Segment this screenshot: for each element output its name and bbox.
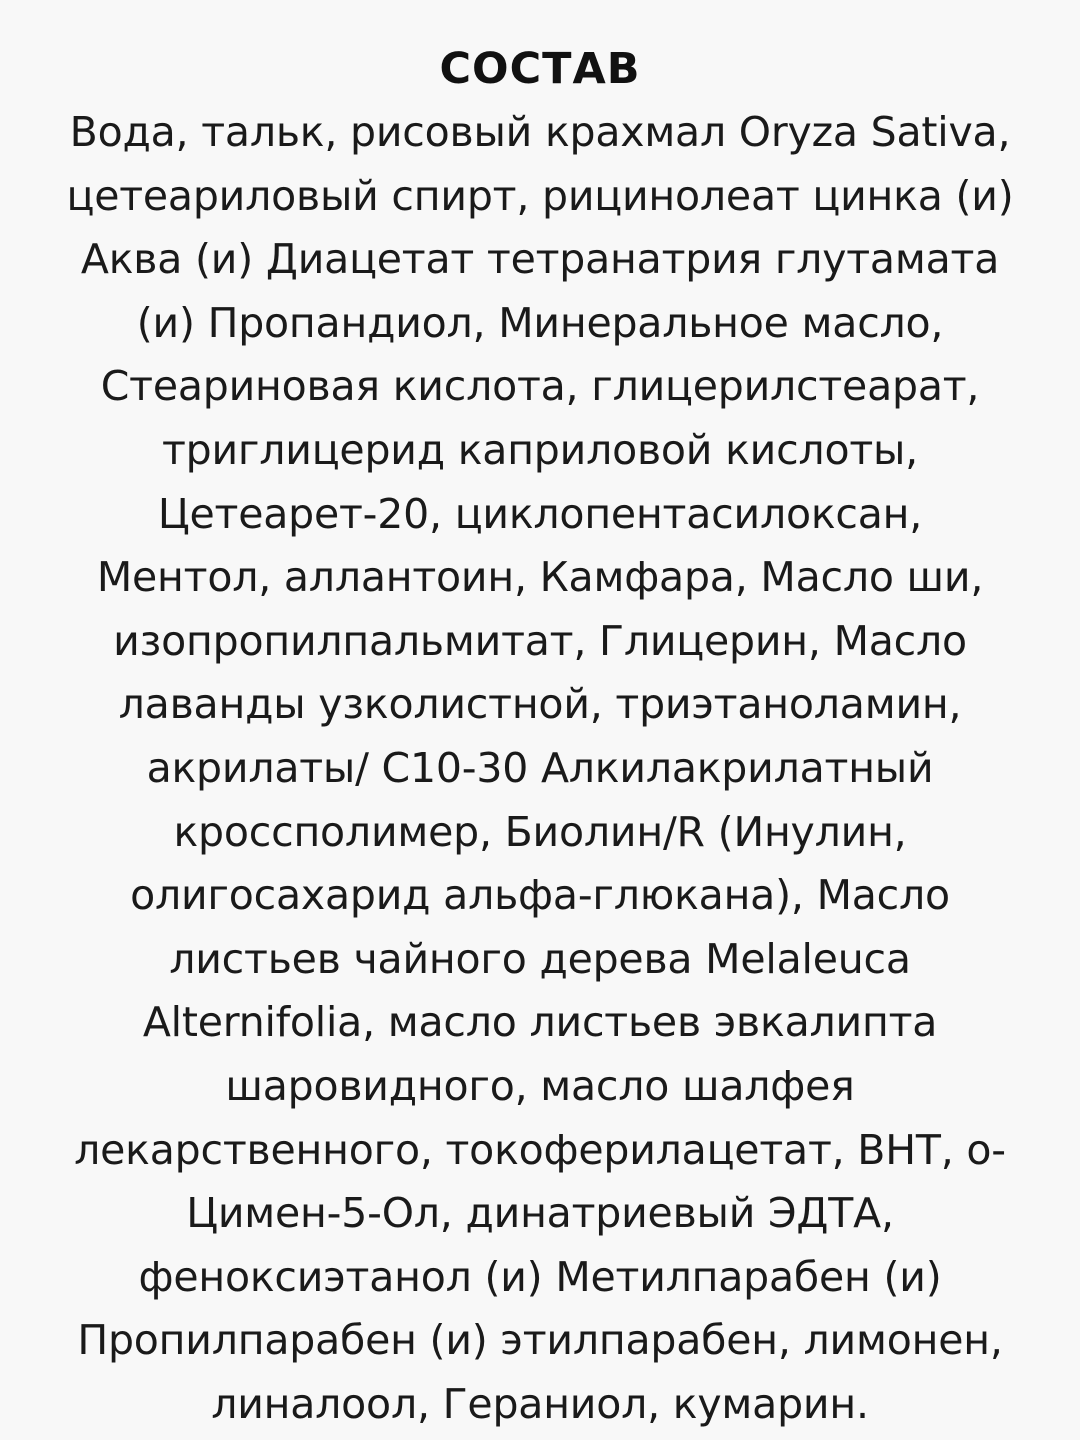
ingredient-line-9: изопропилпальмитат, Глицерин, Масло bbox=[113, 616, 967, 665]
ingredient-line-5: Стеариновая кислота, глицерилстеарат, bbox=[100, 362, 980, 411]
ingredient-line-13: олигосахарид альфа-глюкана), Масло bbox=[130, 871, 950, 920]
ingredient-line-15: Alternifolia, масло листьев эвкалипта bbox=[142, 998, 938, 1047]
ingredient-line-19: феноксиэтанол (и) Метилпарабен (и) bbox=[138, 1252, 942, 1301]
ingredient-line-12: кроссполимер, Биолин/R (Инулин, bbox=[173, 807, 907, 856]
ingredient-line-7: Цетеарет-20, циклопентасилоксан, bbox=[157, 489, 923, 538]
ingredient-line-20: Пропилпарабен (и) этилпарабен, лимонен, bbox=[77, 1316, 1003, 1365]
ingredient-line-16: шаровидного, масло шалфея bbox=[225, 1061, 855, 1110]
ingredient-line-6: триглицерид каприловой кислоты, bbox=[161, 425, 919, 474]
ingredient-line-3: Аква (и) Диацетат тетранатрия глутамата bbox=[80, 235, 1000, 284]
ingredient-line-21: линалоол, Гераниол, кумарин. bbox=[211, 1379, 869, 1428]
ingredient-line-18: Цимен-5-Ол, динатриевый ЭДТА, bbox=[186, 1189, 894, 1238]
ingredient-line-11: акрилаты/ C10-30 Алкилакрилатный bbox=[146, 743, 934, 792]
ingredient-line-1: Вода, тальк, рисовый крахмал Oryza Sativa, bbox=[69, 108, 1011, 156]
page-title: СОСТАВ bbox=[439, 44, 641, 94]
ingredient-line-2: цетеариловый спирт, рицинолеат цинка (и) bbox=[66, 171, 1014, 220]
ingredient-line-17: лекарственного, токоферилацетат, ВНТ, о- bbox=[74, 1125, 1006, 1174]
ingredient-line-8: Ментол, аллантоин, Камфара, Масло ши, bbox=[96, 553, 984, 602]
ingredient-line-10: лаванды узколистной, триэтаноламин, bbox=[118, 680, 962, 729]
ingredients-list bbox=[40, 101, 1040, 1436]
ingredient-line-4: (и) Пропандиол, Минеральное масло, bbox=[136, 298, 944, 347]
ingredient-line-14: листьев чайного дерева Melaleuca bbox=[169, 934, 911, 983]
